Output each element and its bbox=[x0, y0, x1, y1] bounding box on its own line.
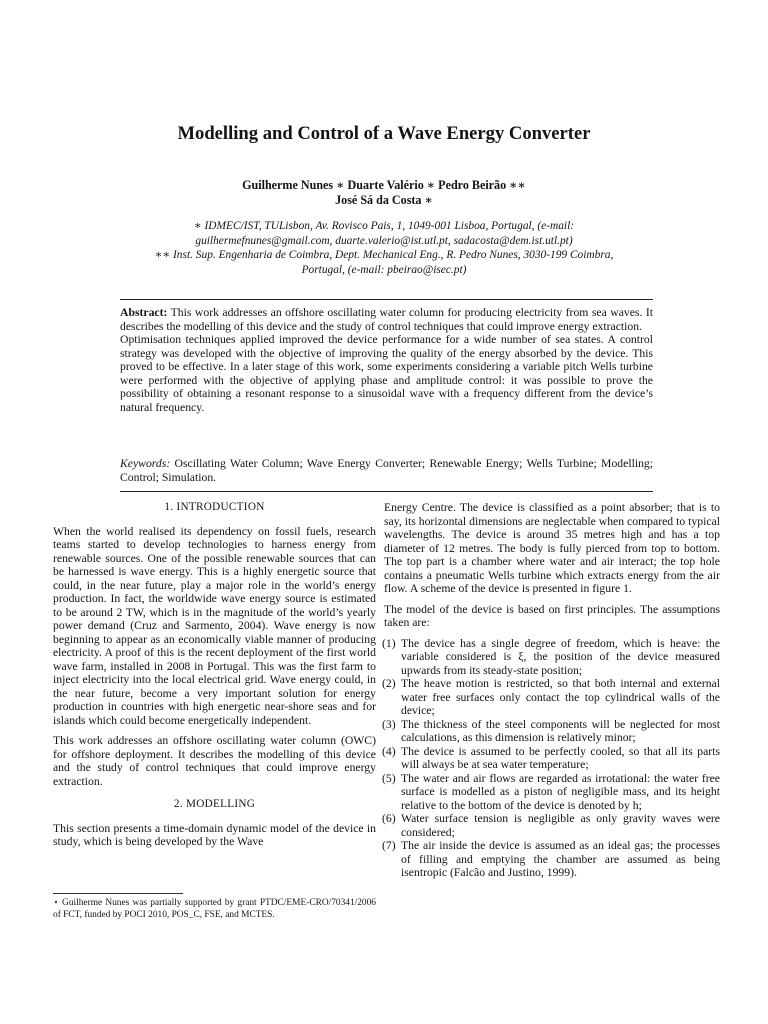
abstract-top-rule bbox=[120, 299, 653, 300]
list-item-number: (7) bbox=[382, 839, 396, 852]
list-item bbox=[384, 839, 720, 880]
modelling-paragraph-1: This section presents a time-domain dynamic model of the device in study, which is being developed by the Wave bbox=[53, 821, 376, 848]
list-item-text: The device is assumed to be perfectly cooled, so that all its parts will always be at sea water temperature; bbox=[401, 744, 720, 771]
keywords bbox=[120, 457, 653, 485]
section-heading-introduction: 1. INTRODUCTION bbox=[164, 501, 265, 513]
keywords-text: Oscillating Water Column; Wave Energy Converter; Renewable Energy; Wells Turbine; Modelling; Control; Simulation. bbox=[120, 457, 653, 484]
abstract-label: Abstract: bbox=[120, 306, 168, 319]
intro-paragraph-2: This work addresses an offshore oscillating water column (OWC) for offshore deployment. It describes the modelling of this device and the study of control techniques that could improve energy extraction. bbox=[53, 734, 376, 788]
list-item-number: (1) bbox=[382, 636, 396, 650]
footnote: ⋆ Guilherme Nunes was partially supported by grant PTDC/EME-CRO/70341/2006 of FCT, funded by POCI 2010, POS_C, FSE, and MCTES. bbox=[53, 898, 376, 920]
paper-title: Modelling and Control of a Wave Energy Converter bbox=[177, 123, 591, 144]
list-item-text: Water surface tension is negligible as only gravity waves were considered; bbox=[401, 812, 720, 839]
list-item-text: The heave motion is restricted, so that both internal and external water free surfaces only contact the top cylindrical walls of the device; bbox=[401, 677, 720, 717]
list-item-text: The device has a single degree of freedom, which is heave: the variable considered is ξ, the position of the device measured upwards from its steady-state position; bbox=[401, 636, 720, 677]
author-line-1: Guilherme Nunes ∗ Duarte Valério ∗ Pedro Beirão ∗∗ bbox=[242, 178, 526, 192]
list-item-text: The thickness of the steel components will be neglected for most calculations, as this dimension is relatively minor; bbox=[401, 717, 720, 744]
abstract-text-1: This work addresses an offshore oscillating water column for producing electricity from sea waves. It describes the modelling of this device and the study of control techniques that could improve energy extraction. bbox=[120, 306, 653, 333]
abstract bbox=[120, 306, 653, 414]
affiliation-2: ∗∗ Inst. Sup. Engenharia de Coimbra, Dept. Mechanical Eng., R. Pedro Nunes, 3030-199 Coimbra, Portugal, (e-mail: pbeirao@isec.pt) bbox=[154, 249, 614, 276]
list-item-number: (5) bbox=[382, 771, 396, 785]
list-item-text: The air inside the device is assumed as an ideal gas; the processes of filling and emptying the chamber are assumed as being isentropic (Falcão and Justino, 1999). bbox=[401, 839, 720, 879]
list-item bbox=[384, 812, 720, 839]
list-item bbox=[384, 745, 720, 772]
right-paragraph-2: The model of the device is based on first principles. The assumptions taken are: bbox=[384, 602, 720, 629]
list-item bbox=[384, 718, 720, 745]
list-item-number: (6) bbox=[382, 812, 396, 825]
abstract-paragraph-1 bbox=[120, 306, 653, 333]
list-item bbox=[384, 772, 720, 813]
list-item bbox=[384, 677, 720, 718]
intro-paragraph-1: When the world realised its dependency on fossil fuels, research teams started to develop technologies to harness energy from renewable sources. One of the possible renewable sources that can be harnessed is wave energy. This is a highly energetic source that could, in the near future, play a major role in the world’s energy production. In fact, the worldwide wave energy source is estimated to be around 2 TW, which is in the magnitude of the world’s yearly power demand (Cruz and Sarmento, 2004). Wave energy is now beginning to appear as an economically viable manner of producing electricity. A proof of this is the recent deployment of the first world wave farm, installed in 2008 in Portugal. This was the first farm to inject electricity into the local electrical grid. Wave energy could, in the near future, become a very important solution for energy production in countries with high energetic near-shore seas and for islands which could become energetically independent. bbox=[53, 524, 376, 727]
abstract-bottom-rule bbox=[120, 491, 653, 492]
assumptions-list bbox=[384, 637, 720, 880]
footnote-rule bbox=[53, 893, 183, 894]
list-item-number: (4) bbox=[382, 744, 396, 758]
keywords-label: Keywords: bbox=[120, 457, 171, 470]
author-line-2: José Sá da Costa ∗ bbox=[335, 193, 433, 207]
list-item-number: (3) bbox=[382, 717, 396, 731]
list-item-number: (2) bbox=[382, 677, 396, 690]
list-item bbox=[384, 637, 720, 678]
abstract-paragraph-2: Optimisation techniques applied improved the device performance for a wide number of sea states. A control strategy was developed with the objective of improving the quality of the energy absorbed by the device. This proved to be effective. In a later stage of this work, some experiments considering a variable pitch Wells turbine were performed with the objective of applying phase and amplitude control: it was possible to prove the possibility of obtaining a resonant response to a sinusoidal wave with a frequency different from the device’s natural frequency. bbox=[120, 333, 653, 414]
right-column bbox=[384, 501, 720, 880]
section-heading-modelling: 2. MODELLING bbox=[173, 798, 256, 810]
author-list bbox=[120, 178, 648, 208]
right-paragraph-1: Energy Centre. The device is classified as a point absorber; that is to say, its horizontal dimensions are neglectable when compared to typical wavelengths. The device is around 35 metres high and has a top diameter of 12 metres. The body is fully pierced from top to bottom. The top part is a chamber where water and air interact; the top hole contains a pneumatic Wells turbine which extracts energy from the air flow. A scheme of the device is presented in figure 1. bbox=[384, 501, 720, 595]
affiliations bbox=[140, 219, 628, 277]
list-item-text: The water and air flows are regarded as irrotational: the water free surface is modelled as a piston of negligible mass, and its height relative to the bottom of the device is denoted by h; bbox=[401, 771, 720, 812]
affiliation-1: ∗ IDMEC/IST, TULisbon, Av. Rovisco Pais, 1, 1049-001 Lisboa, Portugal, (e-mail: guilhermefnunes@gmail.com, duarte.valerio@ist.utl.pt, sadacosta@dem.ist.utl.pt) bbox=[193, 220, 575, 247]
left-column bbox=[53, 501, 376, 849]
